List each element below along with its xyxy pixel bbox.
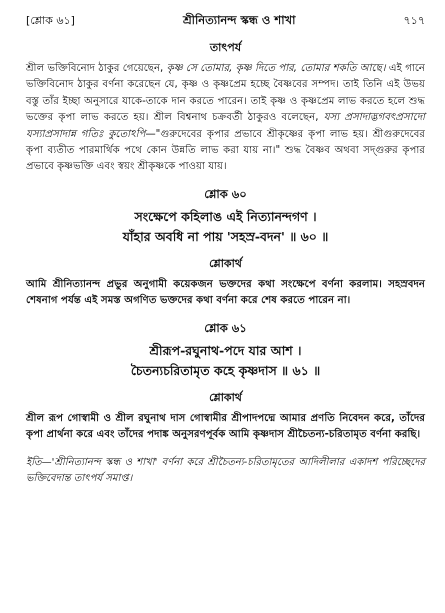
verse-61-line-1: শ্রীরূপ-রঘুনাথ-পদে যার আশ । bbox=[149, 342, 302, 358]
verse-61-translation-heading: শ্লোকার্থ bbox=[209, 390, 242, 404]
verse-61-line-2: চৈতন্যচরিতামৃত কহে কৃষ্ণদাস ॥ ৬১ ॥ bbox=[130, 362, 321, 378]
purport-quote-song: কৃষ্ণ সে তোমার, কৃষ্ণ দিতে পার, তোমার শকতি আছে। bbox=[166, 63, 386, 74]
verse-60-line-2: যাঁহার অবধি না পায় 'সহস্র-বদন' ॥ ৬০ ॥ bbox=[122, 228, 329, 244]
verse-60-translation: আমি শ্রীনিত্যানন্দ প্রভুর অনুগামী কয়েকজন ভক্তদের কথা সংক্ষেপে বর্ণনা করলাম। সহস্রবদন শেষনাগ পর্যন্ত এই সমস্ত অগণিত ভক্তদের কথা বর্ণনা করে শেষ করতে পারেন না। bbox=[26, 278, 425, 307]
verse-60-line-1: সংক্ষেপে কহিলাঙ এই নিত্যানন্দগণ । bbox=[134, 208, 317, 224]
verse-61-heading: শ্লোক ৬১ bbox=[204, 320, 247, 335]
verse-60-heading: শ্লোক ৬০ bbox=[204, 186, 247, 201]
purport-heading: তাৎপর্য bbox=[209, 41, 242, 54]
header-verse-ref: [শ্লোক ৬১] bbox=[26, 14, 75, 27]
purport-quote-sanskrit: যস্য প্রসাদাদ্ভগবৎপ্রসাদো যস্যাপ্রসাদান্ন গতিঃ কুতোঽপি bbox=[26, 112, 425, 140]
page-number: ৭১৭ bbox=[403, 14, 425, 27]
chapter-colophon: ইতি—'শ্রীনিত্যানন্দ স্কন্ধ ও শাখা' বর্ণনা করে শ্রীচৈতন্য-চরিতামৃতের আদিলীলার একাদশ পরিচ্ছেদের ভক্তিবেদান্ত তাৎপর্য সমাপ্ত। bbox=[26, 457, 425, 485]
running-header bbox=[26, 12, 425, 31]
header-chapter-title: শ্রীনিত্যানন্দ স্কন্ধ ও শাখা bbox=[183, 13, 296, 27]
purport-text-b: এই গানে ভক্তিবিনোদ ঠাকুর বর্ণনা করেছেন যে, কৃষ্ণ ও কৃষ্ণপ্রেম হচ্ছে বৈষ্ণবের সম্পদ। তাই তিনি এই উভয় বস্তু তাঁর ইচ্ছা অনুসারে যাকে-তাকে দান করতে পারেন। তাই কৃষ্ণ ও কৃষ্ণপ্রেম লাভ করতে হলে শুদ্ধ ভক্তের কৃপা লাভ করতে হয়। শ্রীল বিশ্বনাথ চক্রবর্তী ঠাকুরও বলেছেন, bbox=[26, 63, 426, 124]
verse-61-translation: শ্রীল রূপ গোস্বামী ও শ্রীল রঘুনাথ দাস গোস্বামীর শ্রীপাদপদ্মে আমার প্রণতি নিবেদন করে, তাঁদের কৃপা প্রার্থনা করে এবং তাঁদের পদাঙ্ক অনুসরণপূর্বক আমি কৃষ্ণদাস শ্রীচৈতন্য-চরিতামৃত বর্ণনা করছি। bbox=[26, 412, 425, 441]
purport-text-a: শ্রীল ভক্তিবিনোদ ঠাকুর গেয়েছেন, bbox=[26, 63, 167, 74]
purport-text-c: —"গুরুদেবের কৃপার প্রভাবে শ্রীকৃষ্ণের কৃপা লাভ হয়। শ্রীগুরুদেবের কৃপা ব্যতীত পারমার্থিক পথে কোন উন্নতি লাভ করা যায় না।" শুদ্ধ বৈষ্ণব অথবা সদ্গুরুর কৃপার প্রভাবে কৃষ্ণভক্তি এবং স্বয়ং শ্রীকৃষ্ণকে পাওয়া যায়। bbox=[26, 128, 426, 173]
purport-paragraph bbox=[26, 61, 425, 176]
verse-60-translation-heading: শ্লোকার্থ bbox=[209, 256, 242, 270]
